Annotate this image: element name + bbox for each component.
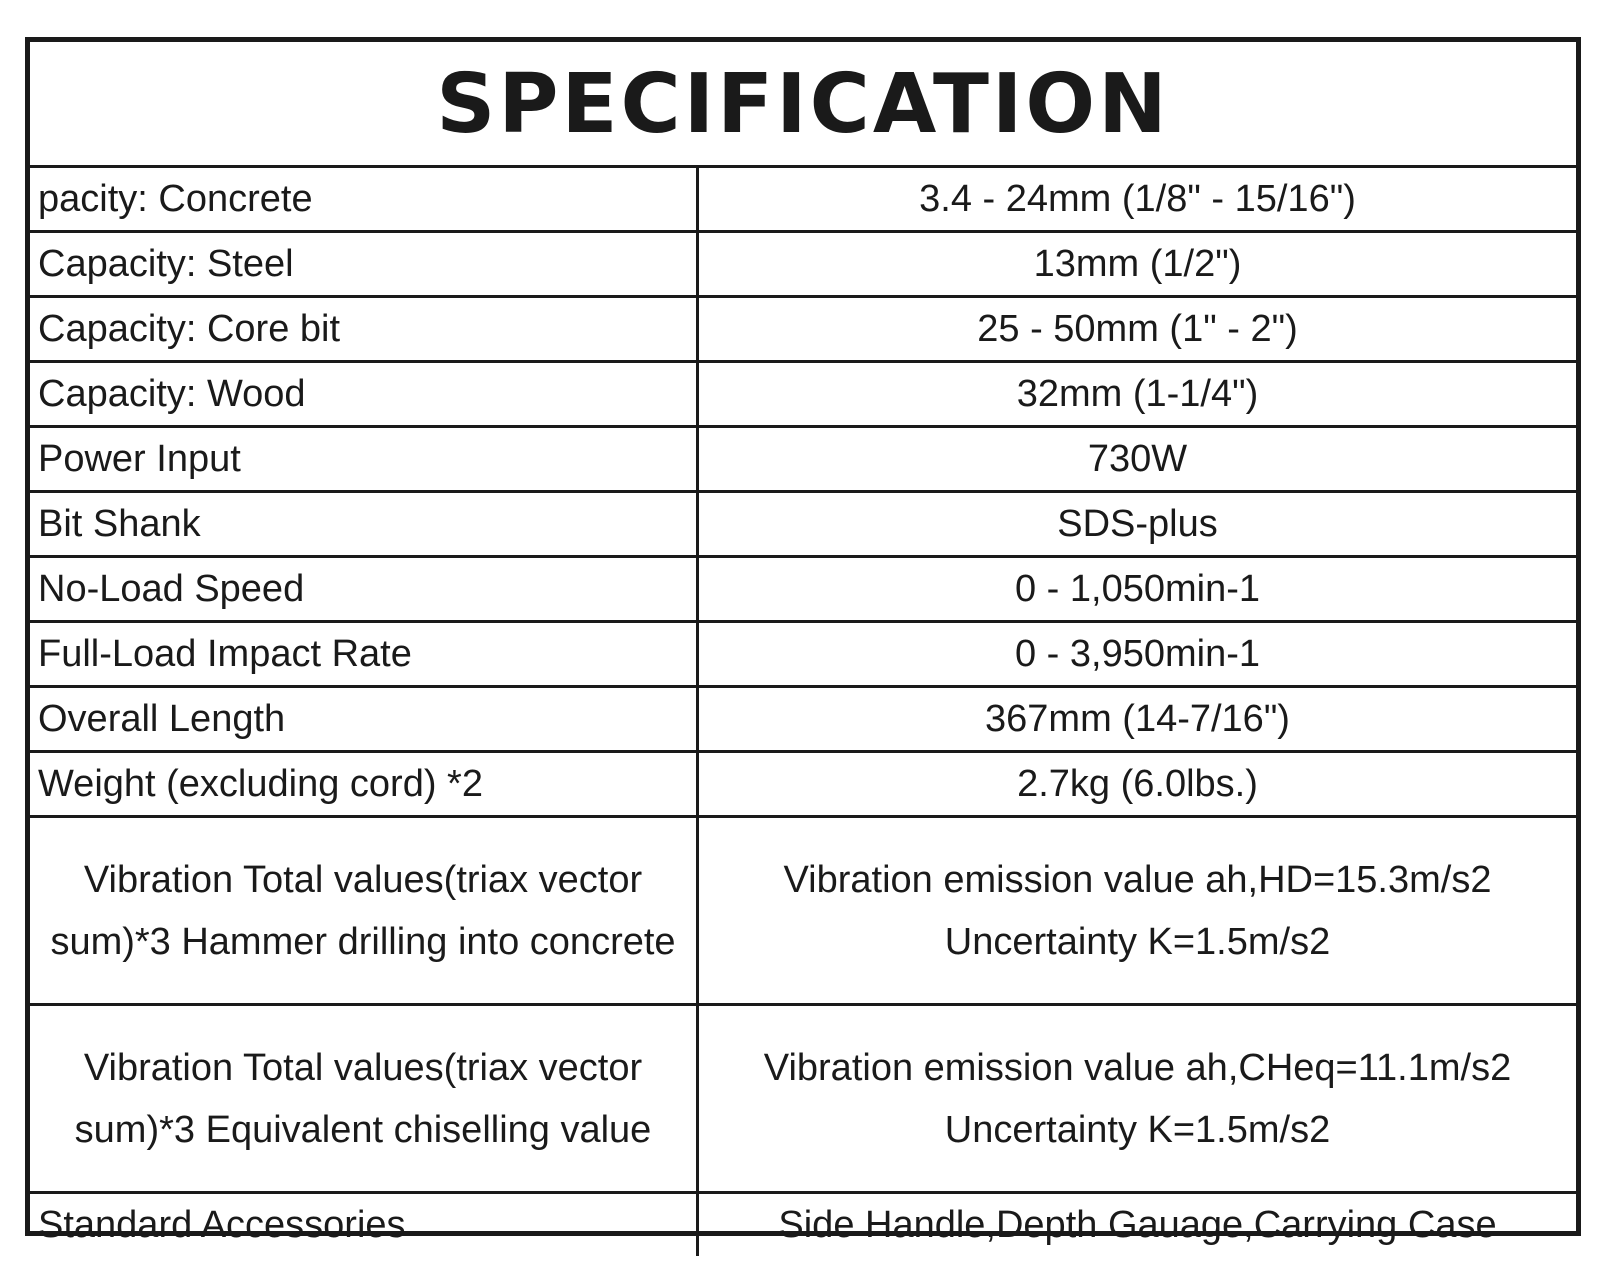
- spec-value-line: 25 - 50mm (1" - 2"): [977, 308, 1298, 350]
- spec-value-line: Vibration emission value ah,HD=15.3m/s2: [783, 858, 1492, 901]
- spec-value: [698, 362, 1577, 427]
- spec-row-bit-shank: [30, 492, 1576, 557]
- spec-label: Vibration Total values(triax vector sum)*3 Hammer drilling into concrete: [30, 817, 698, 1005]
- spec-row-no-load-speed: [30, 557, 1576, 622]
- spec-value: [698, 168, 1577, 232]
- spec-label: Vibration Total values(triax vector sum)*3 Equivalent chiselling value: [30, 1005, 698, 1193]
- spec-value: [698, 687, 1577, 752]
- specification-table-frame: [25, 37, 1581, 1246]
- spec-row-vibration-hammer-drilling: [30, 817, 1576, 1005]
- spec-label: Capacity: Wood: [30, 362, 698, 427]
- spec-row-standard-accessories: [30, 1193, 1576, 1257]
- spec-value-line: Uncertainty K=1.5m/s2: [944, 920, 1331, 963]
- spec-value-line: 730W: [1087, 438, 1188, 480]
- spec-label: Capacity: Steel: [30, 232, 698, 297]
- spec-label: Capacity: Core bit: [30, 297, 698, 362]
- spec-label: pacity: Concrete: [30, 168, 698, 232]
- spec-value-line: 0 - 1,050min-1: [1014, 568, 1260, 610]
- spec-value: [698, 297, 1577, 362]
- spec-row-capacity-concrete: [30, 168, 1576, 232]
- spec-value: [698, 752, 1577, 817]
- spec-row-capacity-steel: [30, 232, 1576, 297]
- spec-label: No-Load Speed: [30, 557, 698, 622]
- spec-value: [698, 232, 1577, 297]
- spec-label: Overall Length: [30, 687, 698, 752]
- spec-value-line: 32mm (1-1/4"): [1016, 373, 1259, 415]
- spec-value: [698, 1005, 1577, 1193]
- spec-row-full-load-impact-rate: [30, 622, 1576, 687]
- spec-label: Power Input: [30, 427, 698, 492]
- spec-value-line: 0 - 3,950min-1: [1014, 633, 1260, 675]
- spec-row-power-input: [30, 427, 1576, 492]
- specification-table: [30, 168, 1576, 1256]
- spec-value: [698, 1193, 1577, 1257]
- spec-value-line: Side Handle,Depth Gauage,Carrying Case: [778, 1204, 1497, 1246]
- spec-value: [698, 492, 1577, 557]
- spec-value-line: 3.4 - 24mm (1/8" - 15/16"): [919, 178, 1356, 220]
- spec-value-line: 2.7kg (6.0lbs.): [1017, 763, 1258, 805]
- spec-label: Full-Load Impact Rate: [30, 622, 698, 687]
- spec-row-capacity-wood: [30, 362, 1576, 427]
- spec-row-vibration-chiselling: [30, 1005, 1576, 1193]
- spec-row-weight: [30, 752, 1576, 817]
- spec-value-line: 13mm (1/2"): [1033, 243, 1242, 285]
- spec-row-overall-length: [30, 687, 1576, 752]
- spec-value-line: Vibration emission value ah,CHeq=11.1m/s2: [763, 1046, 1512, 1089]
- spec-value-line: SDS-plus: [1057, 503, 1218, 545]
- spec-label: Bit Shank: [30, 492, 698, 557]
- spec-row-capacity-core-bit: [30, 297, 1576, 362]
- spec-value-line: 367mm (14-7/16"): [985, 698, 1290, 740]
- spec-value: [698, 427, 1577, 492]
- spec-label: Weight (excluding cord) *2: [30, 752, 698, 817]
- spec-value: [698, 557, 1577, 622]
- spec-value-line: Uncertainty K=1.5m/s2: [944, 1108, 1331, 1151]
- spec-label: Standard Accessories: [30, 1193, 698, 1257]
- specification-title: SPECIFICATION: [30, 42, 1576, 168]
- spec-value: [698, 622, 1577, 687]
- spec-value: [698, 817, 1577, 1005]
